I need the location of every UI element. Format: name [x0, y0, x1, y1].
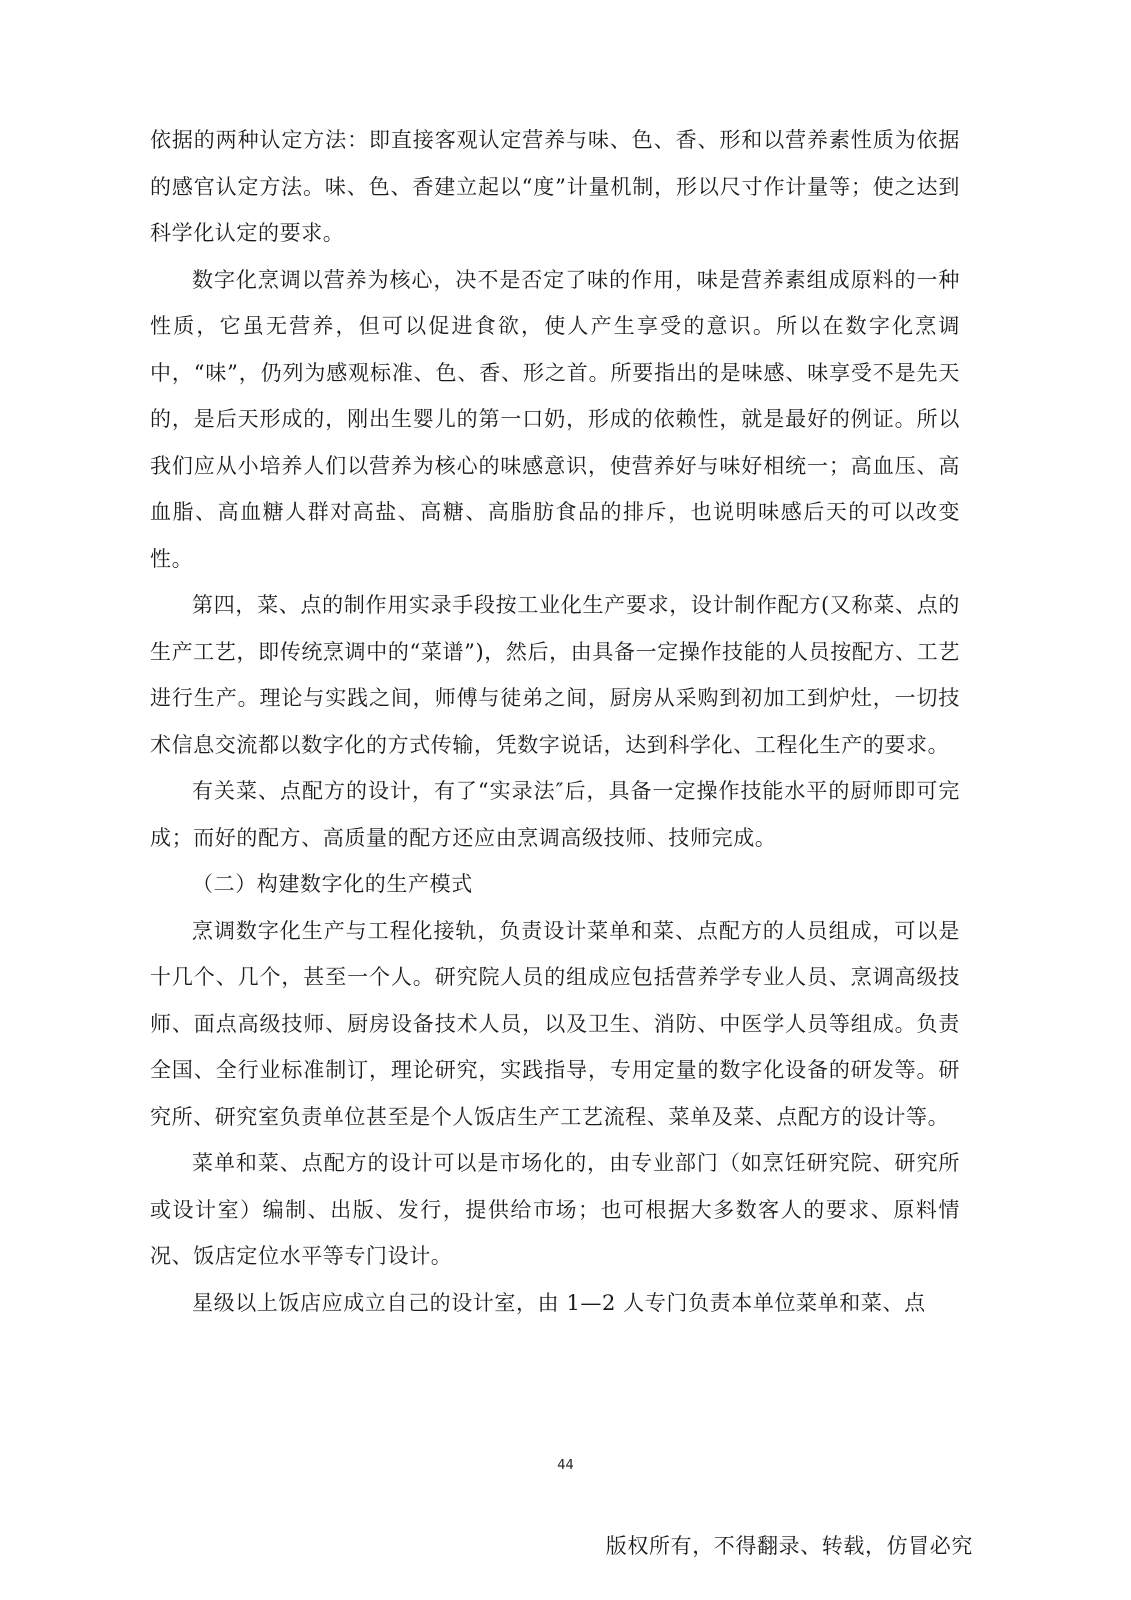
paragraph-recipe-design: 有关菜、点配方的设计，有了“实录法″后，具备一定操作技能水平的厨师即可完成；而好的配方、高质量的配方还应由烹调高级技师、技师完成。 [150, 779, 960, 850]
paragraph-continuation: 依据的两种认定方法：即直接客观认定营养与味、色、香、形和以营养素性质为依据的感官认定方法。味、色、香建立起以“度”计量机制，形以尺寸作计量等；使之达到科学化认定的要求。 [150, 128, 960, 245]
paragraph-production-mode: 烹调数字化生产与工程化接轨，负责设计菜单和菜、点配方的人员组成，可以是十几个、几个，甚至一个人。研究院人员的组成应包括营养学专业人员、烹调高级技师、面点高级技师、厨房设备技术人员，以及卫生、消防、中医学人员等组成。负责全国、全行业标准制订，理论研究，实践指导，专用定量的数字化设备的研发等。研究所、研究室负责单位甚至是个人饭店生产工艺流程、菜单及菜、点配方的设计等。 [150, 918, 960, 1129]
paragraph-fourth-point: 第四，菜、点的制作用实录手段按工业化生产要求，设计制作配方(又称菜、点的生产工艺，即传统烹调中的“菜谱”)，然后，由具备一定操作技能的人员按配方、工艺进行生产。理论与实践之间，师傅与徒弟之间，厨房从采购到初加工到炉灶，一切技术信息交流都以数字化的方式传输，凭数字说话，达到科学化、工程化生产的要求。 [150, 593, 960, 757]
copyright-notice: 版权所有，不得翻录、转载，仿冒必究 [605, 1534, 973, 1558]
paragraph-flavor: 数字化烹调以营养为核心，决不是否定了味的作用，味是营养素组成原料的一种性质，它虽无营养，但可以促进食欲，使人产生享受的意识。所以在数字化烹调中，“味”，仍列为感观标准、色、香、形之首。所要指出的是味感、味享受不是先天的，是后天形成的，刚出生婴儿的第一口奶，形成的依赖性，就是最好的例证。所以我们应从小培养人们以营养为核心的味感意识，使营养好与味好相统一；高血压、高血脂、高血糖人群对高盐、高糖、高脂肪食品的排斥，也说明味感后天的可以改变性。 [150, 267, 960, 571]
section-heading: （二）构建数字化的生产模式 [192, 872, 473, 896]
paragraph-hotel-design-room: 星级以上饭店应成立自己的设计室，由 1—2 人专门负责本单位菜单和菜、点 [192, 1290, 926, 1315]
body-text [150, 117, 960, 1326]
page-number: 44 [557, 1458, 574, 1473]
paragraph-market-design: 菜单和菜、点配方的设计可以是市场化的，由专业部门（如烹饪研究院、研究所或设计室）编制、出版、发行，提供给市场；也可根据大多数客人的要求、原料情况、饭店定位水平等专门设计。 [150, 1151, 960, 1268]
